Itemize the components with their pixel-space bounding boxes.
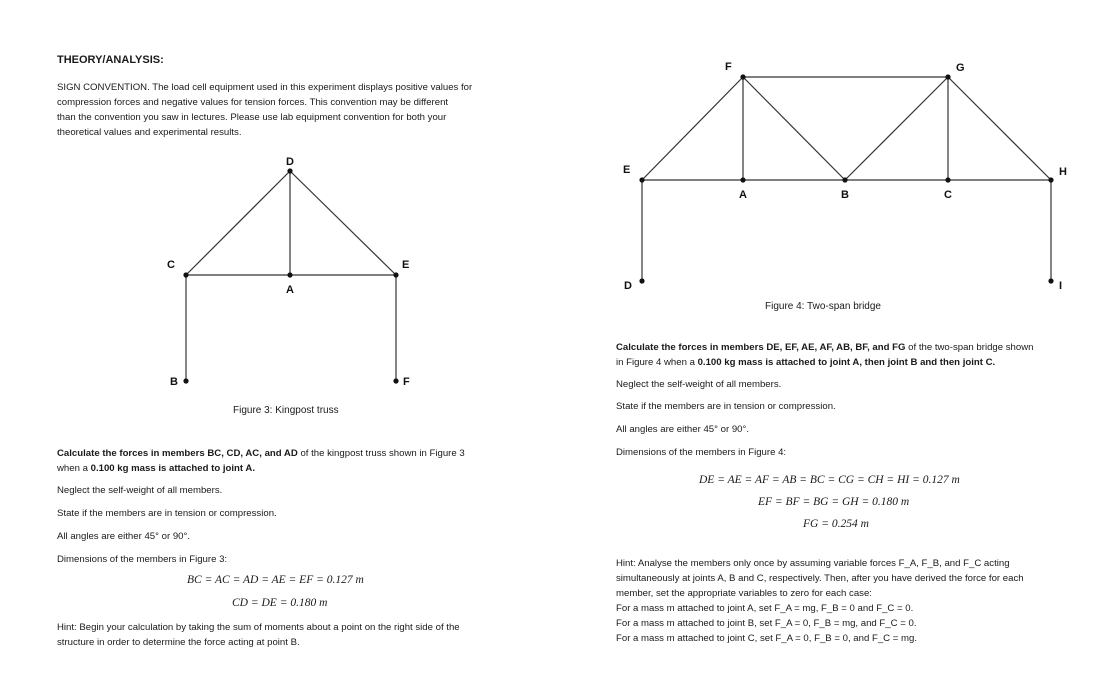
two-span-bridge-figure xyxy=(610,55,1080,295)
section-heading: THEORY/ANALYSIS: xyxy=(57,54,164,66)
hint-right xyxy=(616,556,1024,646)
equation-2: CD = DE = 0.180 m xyxy=(232,597,328,609)
label-d: D xyxy=(286,156,294,168)
joint-b xyxy=(183,378,188,383)
neglect-text: Neglect the self-weight of all members. xyxy=(616,379,782,390)
text-line: structure in order to determine the force acting at point B. xyxy=(57,637,300,648)
joint-d xyxy=(287,168,292,173)
text-line: simultaneously at joints A, B and C, respectively. Then, after you have derived the force for each xyxy=(616,573,1024,584)
label-b: B xyxy=(841,189,849,201)
figure4-caption: Figure 4: Two-span bridge xyxy=(765,301,881,312)
joint-i xyxy=(1048,278,1053,283)
text-line xyxy=(57,446,465,461)
text-line: Hint: Begin your calculation by taking the sum of moments about a point on the right side of the xyxy=(57,622,460,633)
joint-h xyxy=(1048,177,1053,182)
text-line xyxy=(616,340,1033,355)
joint-f xyxy=(740,74,745,79)
task-bold-text: 0.100 kg mass is attached to joint A. xyxy=(90,463,256,474)
text-line: SIGN CONVENTION. The load cell equipment used in this experiment displays positive values for xyxy=(57,82,473,93)
member-bg xyxy=(845,77,948,180)
joint-f xyxy=(393,378,398,383)
task-text: of the two-span bridge shown xyxy=(905,342,1034,353)
joint-a xyxy=(740,177,745,182)
member-de xyxy=(290,171,396,275)
neglect-text: Neglect the self-weight of all members. xyxy=(57,485,223,496)
label-a: A xyxy=(739,189,747,201)
task-bold-text: Calculate the forces in members DE, EF, AE, AF, AB, BF, and FG xyxy=(616,342,906,353)
figure3-caption: Figure 3: Kingpost truss xyxy=(233,405,339,416)
label-e: E xyxy=(623,164,631,176)
task-bold-text: 0.100 kg mass is attached to joint A, then joint B and then joint C. xyxy=(697,357,996,368)
text-line: For a mass m attached to joint A, set F_A = mg, F_B = 0 and F_C = 0. xyxy=(616,603,914,614)
member-bf xyxy=(743,77,845,180)
label-c: C xyxy=(167,259,175,271)
equation-2: EF = BF = BG = GH = 0.180 m xyxy=(758,496,910,508)
member-gh xyxy=(948,77,1051,180)
task-text: of the kingpost truss shown in Figure 3 xyxy=(297,448,465,459)
equation-1: DE = AE = AF = AB = BC = CG = CH = HI = 0.127 m xyxy=(699,474,960,486)
equation-3: FG = 0.254 m xyxy=(803,518,869,530)
dimensions-label: Dimensions of the members in Figure 3: xyxy=(57,554,228,565)
joint-c xyxy=(183,272,188,277)
task-text: when a xyxy=(57,463,91,474)
equation-1: BC = AC = AD = AE = EF = 0.127 m xyxy=(187,574,364,586)
hint-left xyxy=(57,620,460,650)
label-i: I xyxy=(1059,280,1063,292)
text-line: For a mass m attached to joint C, set F_A = 0, F_B = 0, and F_C = mg. xyxy=(616,633,918,644)
label-b: B xyxy=(170,376,178,388)
member-ef xyxy=(642,77,743,180)
task-bold-text: Calculate the forces in members BC, CD, AC, and AD xyxy=(57,448,298,459)
sign-convention-paragraph xyxy=(57,80,472,140)
text-line: Hint: Analyse the members only once by assuming variable forces F_A, F_B, and F_C acting xyxy=(616,558,1010,569)
joint-e xyxy=(639,177,644,182)
text-line: member, set the appropriate variables to zero for each case: xyxy=(616,588,872,599)
label-f: F xyxy=(403,376,410,388)
dimensions-label: Dimensions of the members in Figure 4: xyxy=(616,447,787,458)
text-line xyxy=(57,461,465,476)
angles-text: All angles are either 45° or 90°. xyxy=(616,424,750,435)
joint-a xyxy=(287,272,292,277)
text-line: theoretical values and experimental results. xyxy=(57,127,242,138)
label-e: E xyxy=(402,259,410,271)
text-line: than the convention you saw in lectures. Please use lab equipment convention for both your xyxy=(57,112,447,123)
text-line: For a mass m attached to joint B, set F_A = 0, F_B = mg, and F_C = 0. xyxy=(616,618,917,629)
state-text: State if the members are in tension or compression. xyxy=(57,508,277,519)
label-d: D xyxy=(624,280,632,292)
state-text: State if the members are in tension or compression. xyxy=(616,401,836,412)
joint-b xyxy=(842,177,847,182)
task-text: in Figure 4 when a xyxy=(616,357,698,368)
task-paragraph-left xyxy=(57,446,465,476)
kingpost-truss-figure xyxy=(150,150,440,390)
member-cd xyxy=(186,171,290,275)
label-f: F xyxy=(725,61,732,73)
task-paragraph-right xyxy=(616,340,1033,370)
label-a: A xyxy=(286,284,294,296)
label-c: C xyxy=(944,189,952,201)
label-h: H xyxy=(1059,166,1067,178)
text-line xyxy=(616,355,1033,370)
label-g: G xyxy=(956,62,965,74)
joint-g xyxy=(945,74,950,79)
joint-d xyxy=(639,278,644,283)
text-line: compression forces and negative values for tension forces. This convention may be different xyxy=(57,97,449,108)
angles-text: All angles are either 45° or 90°. xyxy=(57,531,191,542)
joint-c xyxy=(945,177,950,182)
joint-e xyxy=(393,272,398,277)
